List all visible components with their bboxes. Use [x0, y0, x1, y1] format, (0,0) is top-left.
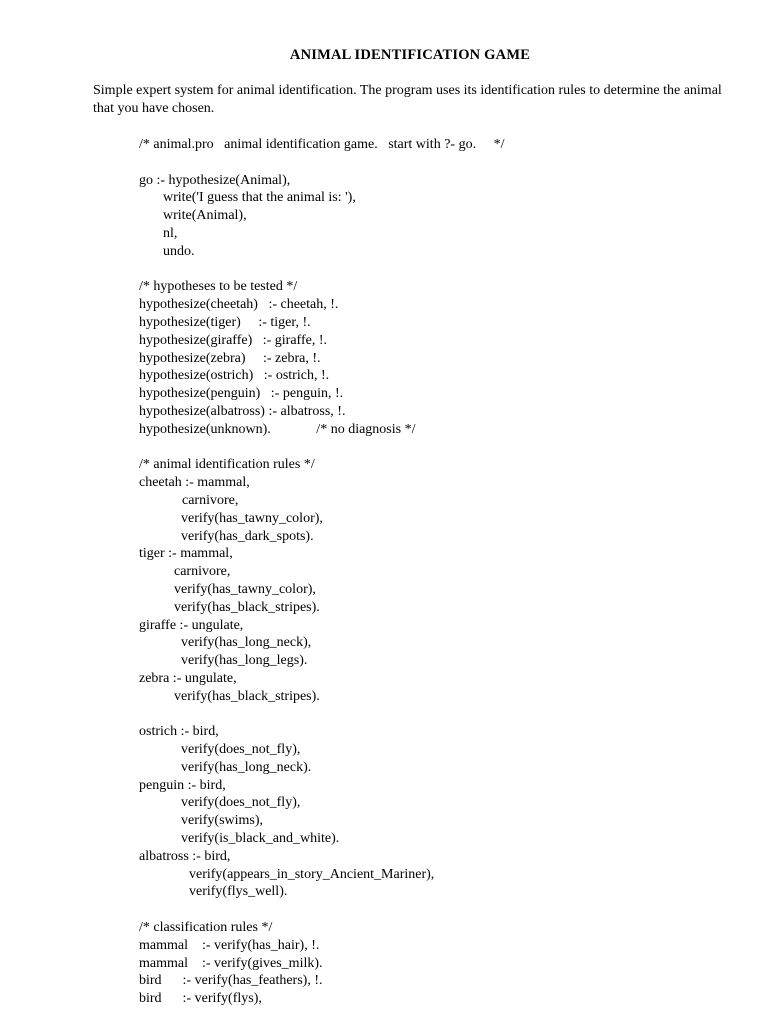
code-line: verify(does_not_fly),: [181, 795, 301, 811]
code-line: verify(has_black_stripes).: [174, 688, 320, 704]
code-line: penguin :- bird,: [139, 777, 226, 793]
code-comment: /* hypotheses to be tested */: [139, 279, 298, 295]
code-line: nl,: [163, 225, 178, 241]
code-line: hypothesize(ostrich) :- ostrich, !.: [139, 368, 330, 384]
code-line: verify(does_not_fly),: [181, 742, 301, 758]
code-comment: /* animal identification rules */: [139, 457, 315, 473]
code-line: verify(has_tawny_color),: [174, 581, 316, 597]
code-comment: /* classification rules */: [139, 920, 273, 936]
code-line: hypothesize(zebra) :- zebra, !.: [139, 350, 321, 366]
code-line: zebra :- ungulate,: [139, 670, 237, 686]
code-line: carnivore,: [182, 492, 239, 508]
code-line: tiger :- mammal,: [139, 546, 233, 562]
code-line: mammal :- verify(has_hair), !.: [139, 937, 320, 953]
code-line: verify(has_long_neck).: [181, 759, 312, 775]
code-line: verify(has_black_stripes).: [174, 599, 320, 615]
code-line: hypothesize(albatross) :- albatross, !.: [139, 403, 346, 419]
code-line: bird :- verify(flys),: [139, 991, 262, 1007]
code-line: ostrich :- bird,: [139, 724, 219, 740]
code-line: verify(appears_in_story_Ancient_Mariner),: [189, 866, 435, 882]
code-line: verify(swims),: [181, 813, 264, 829]
code-header-comment: /* animal.pro animal identification game. start with ?- go. */: [139, 137, 505, 152]
code-line: hypothesize(cheetah) :- cheetah, !.: [139, 297, 339, 313]
code-line: mammal :- verify(gives_milk).: [139, 955, 323, 971]
intro-text: Simple expert system for animal identification. The program uses its identification rules to determine the animal that you have chosen.: [93, 83, 722, 116]
code-line: verify(has_long_legs).: [181, 653, 308, 669]
code-line: verify(flys_well).: [189, 884, 288, 900]
code-line: write('I guess that the animal is: '),: [163, 190, 356, 206]
code-line: write(Animal),: [163, 208, 247, 224]
code-line: hypothesize(penguin) :- penguin, !.: [139, 386, 344, 402]
code-line: carnivore,: [174, 564, 231, 580]
code-line: go :- hypothesize(Animal),: [139, 172, 291, 188]
document-title: ANIMAL IDENTIFICATION GAME: [289, 47, 531, 63]
code-line: undo.: [163, 243, 195, 259]
code-line: hypothesize(unknown). /* no diagnosis */: [139, 421, 416, 437]
code-line: hypothesize(giraffe) :- giraffe, !.: [139, 332, 328, 348]
code-line: albatross :- bird,: [139, 848, 231, 864]
code-line: cheetah :- mammal,: [139, 475, 250, 491]
code-line: giraffe :- ungulate,: [139, 617, 244, 633]
prolog-code-listing: [139, 136, 739, 1008]
code-line: verify(has_dark_spots).: [181, 528, 314, 544]
intro-paragraph: [93, 82, 723, 118]
code-line: verify(has_long_neck),: [181, 635, 312, 651]
code-line: verify(is_black_and_white).: [181, 831, 340, 847]
code-line: hypothesize(tiger) :- tiger, !.: [139, 314, 311, 330]
code-line: bird :- verify(has_feathers), !.: [139, 973, 323, 989]
code-line: verify(has_tawny_color),: [181, 510, 323, 526]
